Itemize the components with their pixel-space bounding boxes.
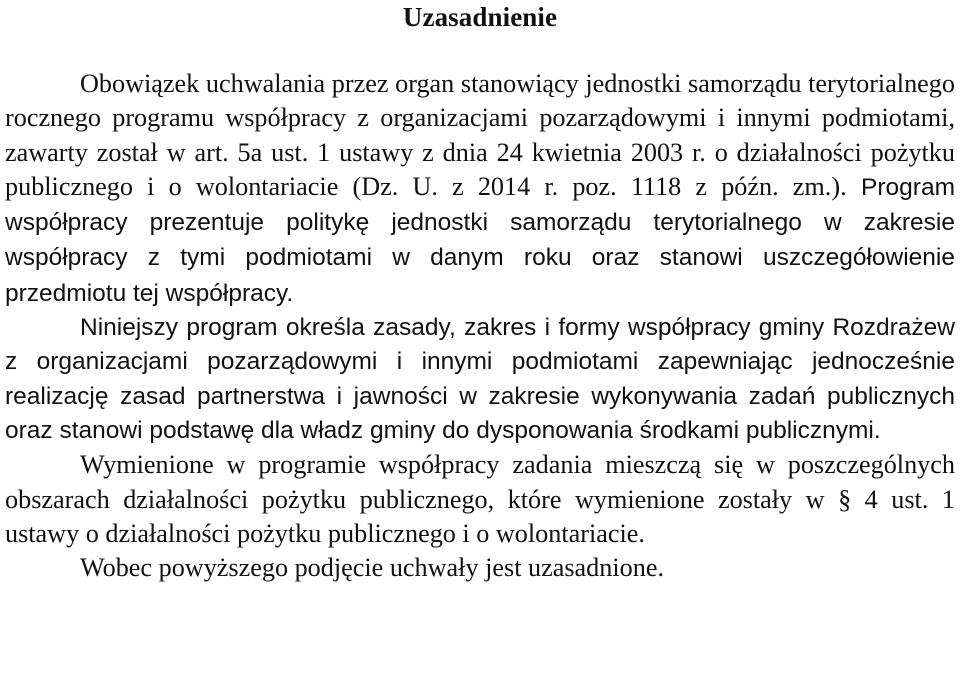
document-title: Uzasadnienie [402,2,558,32]
paragraph-legal-basis [5,67,955,311]
paragraph-legal-basis-sans-part: Program współpracy prezentuje politykę jednostki samorządu terytorialnego w zakresie współpracy z tymi podmiotami w danym roku oraz stanowi uszczegółowienie przedmiotu tej współpracy. [5,173,955,307]
document-body [5,67,955,585]
paragraph-program-scope: Niniejszy program określa zasady, zakres i formy współpracy gminy Rozdrażew z organizacjami pozarządowymi i innymi podmiotami zapewniając jednocześnie realizację zasad partnerstwa i jawności w zakresie wykonywania zadań publicznych oraz stanowi podstawę dla władz gminy do dysponowania środkami publicznymi. [5,314,955,444]
paragraph-conclusion: Wobec powyższego podjęcie uchwały jest uzasadnione. [80,553,664,583]
paragraph-program-tasks: Wymienione w programie współpracy zadania mieszczą się w poszczególnych obszarach działalności pożytku publicznego, które wymienione zostały w § 4 ust. 1 ustawy o działalności pożytku publicznego i o wolontariacie. [5,450,955,548]
paragraph-legal-basis-serif-part: Obowiązek uchwalania przez organ stanowiący jednostki samorządu terytorialnego rocznego programu współpracy z organizacjami pozarządowymi i innymi podmiotami, zawarty został w art. 5a ust. 1 ustawy z dnia 24 kwietnia 2003 r. o działalności pożytku publicznego i o wolontariacie (Dz. U. z 2014 r. poz. 1118 z późn. zm.). [5,69,955,201]
